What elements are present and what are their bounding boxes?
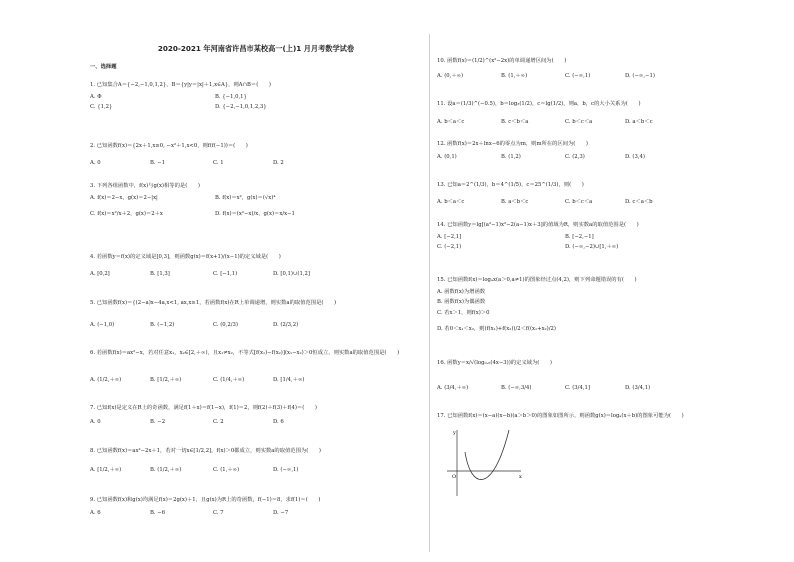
question-5-stem: 5. 已知函数f(x)＝{(2−a)x−4a,x<1, ax,x≥1，若函数f(x)在R上单调递增，则实数a的取值范围是( ) (90, 300, 337, 306)
question-10-option-d: D. (−∞,−1) (625, 73, 655, 79)
question-2-option-c: C. 1 (213, 160, 224, 166)
question-2-option-b: B. −1 (150, 160, 166, 166)
question-2-option-d: D. 2 (273, 160, 284, 166)
question-7-stem: 7. 已知f(x)是定义在R上的奇函数，满足f(1＋x)＝f(1−x)，f(1)＝2，则f(2)＋f(3)＋f(4)＝( ) (90, 405, 317, 411)
question-1-option-b: B. {−1,0,1} (215, 94, 247, 100)
question-12-option-b: B. (1,2) (501, 154, 521, 160)
exam-title: 2020-2021 年河南省许昌市某校高一(上)1 月月考数学试卷 (157, 44, 355, 53)
question-15-option-a: A. 函数f(x)为增函数 (437, 289, 486, 295)
question-6-option-a: A. (1/2,＋∞) (90, 377, 122, 383)
question-3-option-a: A. f(x)＝2−x，g(x)＝2−|x| (90, 195, 158, 201)
question-3-option-c: C. f(x)＝x²/x＋2，g(x)＝2＋x (90, 211, 163, 217)
column-divider (429, 34, 430, 552)
question-15-option-d: D. 若0＜x₁＜x₂，则(f(x₁)+f(x₂))/2＜f((x₁+x₂)/2) (437, 326, 556, 332)
question-13-option-c: C. b＜c＜a (565, 199, 593, 205)
question-5-option-d: D. (2/3,2) (273, 322, 299, 328)
question-7-option-d: D. 6 (273, 419, 284, 425)
figure-curve (465, 430, 509, 480)
question-14-option-b: B. [−2,−1] (565, 234, 594, 240)
question-11-option-a: A. b＜a＜c (437, 119, 465, 125)
question-9-option-b: B. −6 (150, 510, 166, 516)
question-16-option-b: B. (−∞,3/4) (501, 385, 532, 391)
question-1-option-c: C. {1,2} (90, 104, 113, 110)
question-10-stem: 10. 函数f(x)＝(1/2)^(x²−2x)的单调递增区间为( ) (437, 58, 567, 64)
question-4-option-b: B. [1,3] (150, 271, 170, 277)
question-9-option-c: C. 7 (213, 510, 224, 516)
figure-x-label: x (519, 474, 522, 480)
question-14-option-a: A. [−2,1] (437, 234, 462, 240)
question-15-stem: 15. 已知函数f(x)＝logₐx(a＞0,a≠1)的图象经过点(4,2)，则下列命题错误的有( ) (437, 277, 637, 283)
question-8-option-d: D. (−∞,1) (273, 467, 299, 473)
question-17-stem: 17. 已知函数f(x)＝(x−a)(x−b)(a＞b＞0)的图象如图所示，则函数g(x)＝logₐ(x＋b)的图象可能为( ) (437, 413, 684, 419)
question-10-option-a: A. (0,＋∞) (437, 73, 464, 79)
figure-origin-label: O (452, 474, 457, 480)
question-16-option-a: A. (3/4,＋∞) (437, 385, 469, 391)
question-10-option-b: B. (1,＋∞) (501, 73, 528, 79)
question-11-stem: 11. 设a＝(1/3)^(−0.5)，b＝log₃(1/2)，c＝lg(1/2)，则a，b，c的大小关系为( ) (437, 101, 641, 107)
question-4-option-d: D. [0,1)∪(1,2] (273, 271, 310, 277)
question-15-option-b: B. 函数f(x)为偶函数 (437, 299, 486, 305)
question-14-option-c: C. (−2,1) (437, 244, 462, 250)
question-4-option-c: C. [−1,1) (213, 271, 238, 277)
question-11-option-b: B. c＜b＜a (501, 119, 529, 125)
question-14-option-d: D. (−∞,−2)∪[1,＋∞) (565, 244, 619, 250)
question-2-option-a: A. 0 (90, 160, 101, 166)
question-11-option-c: C. b＜c＜a (565, 119, 593, 125)
question-3-stem: 3. 下列各组函数中，f(x)与g(x)相等的是( ) (90, 183, 200, 189)
question-8-option-a: A. [1/2,＋∞) (90, 467, 122, 473)
question-5-option-a: A. (−1,0) (90, 322, 115, 328)
question-13-stem: 13. 已知a＝2^(1/3)，b＝4^(1/5)，c＝25^(1/3)，则( ) (437, 182, 584, 188)
question-1-option-d: D. {−2,−1,0,1,2,3} (215, 104, 267, 110)
question-12-option-d: D. (3,4) (625, 154, 645, 160)
question-9-option-d: D. −7 (273, 510, 289, 516)
question-9-option-a: A. 6 (90, 510, 101, 516)
question-11-option-d: D. a＜b＜c (625, 119, 653, 125)
question-5-option-b: B. (−1,2) (150, 322, 175, 328)
question-16-option-c: C. (3/4,1] (565, 385, 590, 391)
question-8-option-c: C. (1,＋∞) (213, 467, 240, 473)
question-7-option-c: C. 2 (213, 419, 224, 425)
question-12-stem: 12. 函数f(x)＝2x＋lnx−6的零点为m，则m所在的区间为( ) (437, 141, 588, 147)
question-2-stem: 2. 已知函数f(x)＝{2x＋1,x≥0, −x²＋1,x<0，则f(f(−1))＝( ) (90, 143, 248, 149)
question-6-option-b: B. [1/2,＋∞) (150, 377, 182, 383)
question-13-option-d: D. c＜a＜b (625, 199, 653, 205)
question-3-option-d: D. f(x)＝(x²−x)/x，g(x)＝x/x−1 (215, 211, 295, 217)
question-10-option-c: C. (−∞,1) (565, 73, 591, 79)
question-12-option-a: A. (0,1) (437, 154, 457, 160)
question-12-option-c: C. (2,3) (565, 154, 585, 160)
question-15-option-c: C. 若x＞1，则f(x)＞0 (437, 310, 490, 316)
question-1-stem: 1. 已知集合A＝{−2,−1,0,1,2}，B＝{y|y＝|x|＋1,x∈A}，则A∩B＝( ) (90, 82, 271, 88)
section-heading: 一、选择题 (90, 64, 117, 70)
question-7-option-b: B. −2 (150, 419, 166, 425)
question-9-stem: 9. 已知函数f(x)和g(x)均满足f(x)＝2g(x)＋1，且g(x)为R上的奇函数，f(−1)＝8，求f(1)＝( ) (90, 497, 321, 503)
question-7-option-a: A. 0 (90, 419, 101, 425)
question-4-stem: 4. 若函数y＝f(x)的定义域是[0,3]，则函数g(x)＝f(x+1)/(x−1)的定义域是( ) (90, 254, 281, 260)
question-8-stem: 8. 已知函数f(x)＝ax²−2x＋1，若对一切x∈[1/2,2]，f(x)＞0都成立，则实数a的取值范围为( ) (90, 448, 321, 454)
question-4-option-a: A. [0,2] (90, 271, 110, 277)
question-16-option-d: D. (3/4,1) (625, 385, 651, 391)
figure-y-label: y (453, 430, 456, 436)
question-6-stem: 6. 若函数f(x)＝ax²−x，若对任意x₁，x₂∈[2,＋∞)，且x₁≠x₂，不等式[f(x₁)−f(x₂)](x₁−x₂)＞0恒成立，则实数a的取值范围是( ) (90, 350, 400, 356)
question-3-option-b: B. f(x)＝x²，g(x)＝(√x)⁴ (215, 195, 276, 201)
question-13-option-b: B. a＜b＜c (501, 199, 529, 205)
question-14-stem: 14. 已知函数y＝lg[(a²−1)x²−2(a−1)x＋3]的值域为R，则实数a的取值范围是( ) (437, 222, 639, 228)
question-5-option-c: C. (0,2/3) (213, 322, 238, 328)
question-16-stem: 16. 函数y＝x/√(log₀.₅(4x−3))的定义域为( ) (437, 360, 552, 366)
question-17-figure (445, 428, 525, 498)
question-6-option-c: C. (1/4,＋∞) (213, 377, 245, 383)
question-8-option-b: B. (1/2,＋∞) (150, 467, 182, 473)
question-1-option-a: A. Φ (90, 94, 102, 100)
question-13-option-a: A. b＜a＜c (437, 199, 465, 205)
question-6-option-d: D. [1/4,＋∞) (273, 377, 305, 383)
